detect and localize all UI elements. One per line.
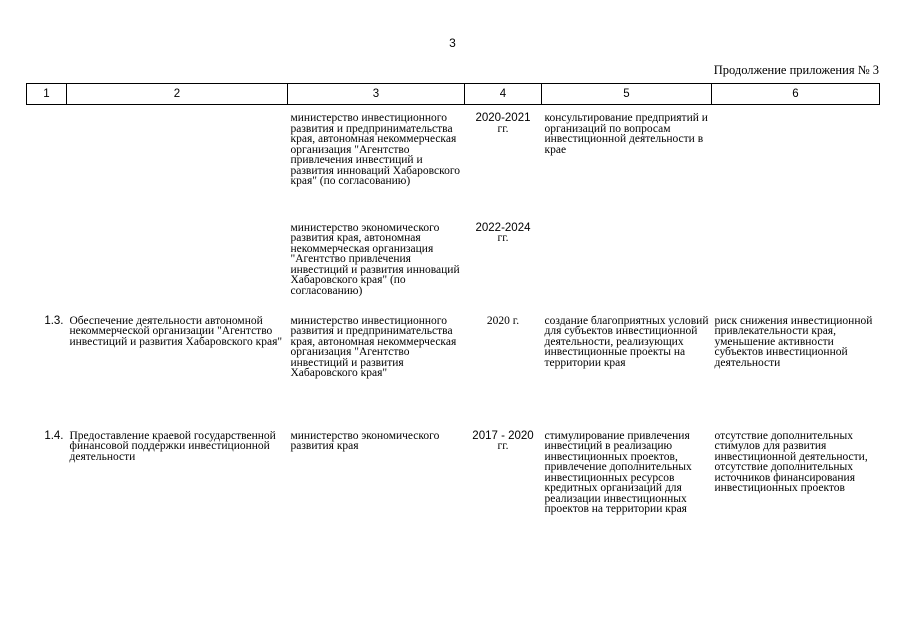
expected-result: создание благоприятных условий для субъектов инвестиционной деятельности, реализующих инвестиционные проекты на территории края bbox=[544, 314, 709, 369]
column-header-2: 2 bbox=[67, 84, 288, 105]
consequence: отсутствие дополнительных стимулов для развития инвестиционной деятельности, отсутствие дополнительных источников финансирования инвестиционных проектов bbox=[714, 429, 868, 494]
row-number: 1.3. bbox=[44, 314, 64, 327]
measure-name: Обеспечение деятельности автономной некоммерческой организации "Агентство инвестиций и развития Хабаровского края" bbox=[69, 314, 283, 348]
term bbox=[465, 223, 542, 316]
appendix-continuation-label: Продолжение приложения № 3 bbox=[713, 63, 879, 77]
measure-name bbox=[67, 223, 288, 316]
term bbox=[465, 316, 542, 431]
page-number: 3 bbox=[449, 36, 456, 50]
executor: министерство инвестиционного развития и предпринимательства края, автономная некоммерческая организация "Агентство инвестиций и развития Хабаровского края" bbox=[290, 314, 457, 379]
table-row bbox=[27, 431, 880, 541]
term-years: 2020-2021 bbox=[475, 112, 531, 124]
row-number bbox=[27, 223, 67, 316]
table-row bbox=[27, 316, 880, 431]
term-unit: гг. bbox=[497, 232, 509, 244]
column-header-1: 1 bbox=[27, 84, 67, 105]
consequence bbox=[712, 105, 880, 223]
column-header-5: 5 bbox=[542, 84, 712, 105]
executor: министерство инвестиционного развития и предпринимательства края, автономная некоммерческая организация "Агентство привлечения инвестиций и развития инноваций Хабаровского края" (по согласованию) bbox=[290, 112, 461, 187]
column-header-4: 4 bbox=[465, 84, 542, 105]
measures-table bbox=[26, 83, 880, 541]
measure-name bbox=[67, 105, 288, 223]
term-years: 2017 - 2020 bbox=[472, 429, 534, 442]
term bbox=[465, 105, 542, 223]
executor: министерство экономического развития края bbox=[290, 429, 440, 452]
measure-name: Предоставление краевой государственной финансовой поддержки инвестиционной деятельности bbox=[69, 429, 276, 463]
column-header-3: 3 bbox=[288, 84, 465, 105]
term-unit: гг. bbox=[497, 440, 509, 452]
consequence: риск снижения инвестиционной привлекательности края, уменьшение активности субъектов инвестиционной деятельности bbox=[714, 314, 873, 369]
expected-result: консультирование предприятий и организаций по вопросам инвестиционной деятельности в крае bbox=[544, 112, 708, 156]
expected-result bbox=[542, 223, 712, 316]
column-number-header-row bbox=[27, 84, 880, 105]
term-years: 2022-2024 bbox=[475, 221, 531, 234]
table-row bbox=[27, 105, 880, 223]
row-number: 1.4. bbox=[44, 429, 64, 442]
row-number bbox=[27, 105, 67, 223]
executor: министерство экономического развития края, автономная некоммерческая организация "Агентство привлечения инвестиций и развития инноваций Хабаровского края" (по согласованию) bbox=[290, 221, 460, 297]
expected-result: стимулирование привлечения инвестиций в реализацию инвестиционных проектов, привлечение дополнительных инвестиционных ресурсов кредитных организаций для реализации инвестиционных проектов на территории края bbox=[544, 429, 692, 515]
term bbox=[465, 431, 542, 541]
table-row bbox=[27, 223, 880, 316]
column-header-6: 6 bbox=[712, 84, 880, 105]
term-years: 2020 г. bbox=[486, 314, 520, 327]
term-unit: гг. bbox=[497, 122, 509, 135]
consequence bbox=[712, 223, 880, 316]
